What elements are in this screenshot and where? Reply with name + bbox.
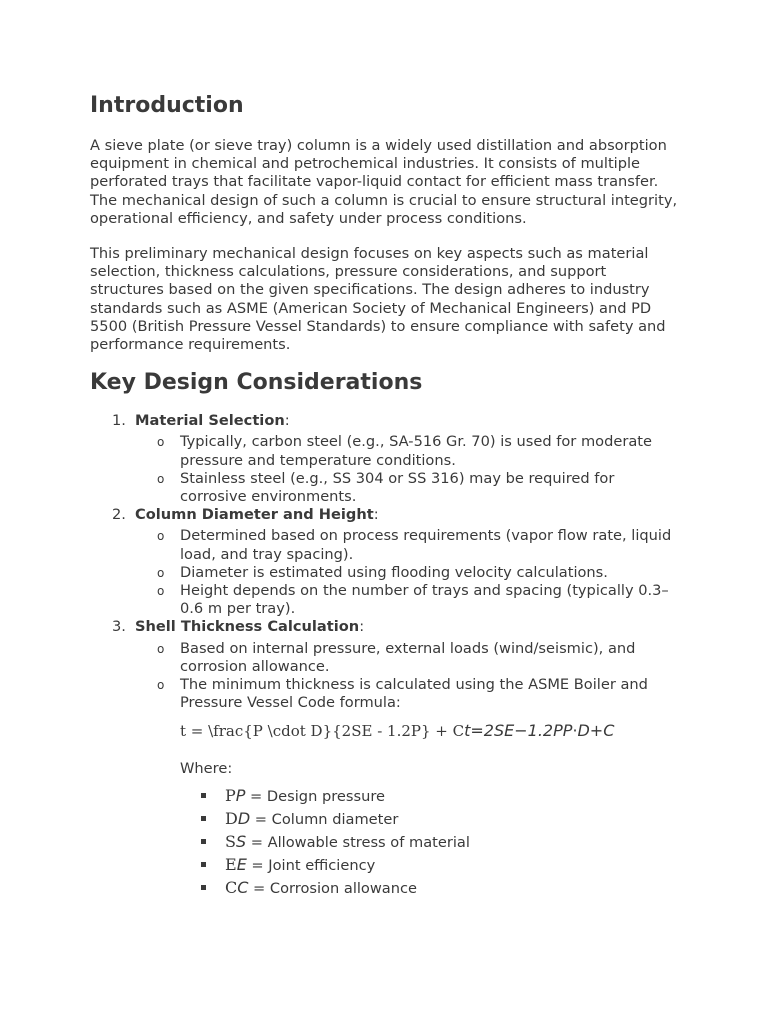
var-symbol-italic: C [237,877,249,897]
formula-rendered: t=2SE−1.2PP⋅D+C [464,721,615,741]
bullet-text: Stainless steel (e.g., SS 304 or SS 316) may be required for corrosive environments. [180,469,615,506]
bullet-text: Typically, carbon steel (e.g., SA-516 Gr. 70) is used for moderate pressure and temperature conditions. [180,433,652,469]
circle-bullet-icon: o [157,435,165,450]
list-number: 1. [112,412,126,430]
sub-list-item [135,640,678,676]
square-bullet-icon [201,793,206,798]
item-suffix: : [359,618,365,636]
var-symbol: E [225,854,237,874]
var-symbol-italic: E [236,854,247,874]
var-symbol-italic: S [235,831,247,851]
intro-heading: Introduction [90,93,244,118]
list-item-material-selection [90,412,678,506]
list-item-shell-thickness [90,618,678,899]
design-considerations-list [90,412,678,899]
var-desc: = Corrosion allowance [248,879,417,897]
sub-list-item [135,527,678,563]
circle-bullet-icon: o [157,678,165,693]
square-bullet-icon [201,862,206,867]
bullet-text: Based on internal pressure, external loads (wind/seismic), and corrosion allowance. [180,639,636,675]
variable-item [180,854,678,877]
list-number: 2. [112,506,126,524]
square-bullet-icon [201,816,206,821]
intro-paragraph-1: A sieve plate (or sieve tray) column is a widely used distillation and absorption equipment in chemical and petrochemical industries. It consists of multiple perforated trays that facilitate vapor-liquid contact for efficient mass transfer. The mechanical design of such a column is crucial to ensure structural integrity, operational efficiency, and safety under process conditions. [90,137,678,227]
variable-list [180,785,678,900]
item-title: Column Diameter and Height [135,506,374,524]
circle-bullet-icon: o [157,471,165,486]
variable-item [180,785,678,808]
sub-list-item [135,582,678,618]
var-symbol: P [225,785,236,805]
sub-list-item [135,564,678,582]
circle-bullet-icon: o [157,584,165,599]
bullet-text: Determined based on process requirements (vapor flow rate, liquid load, and tray spacing). [180,527,672,563]
sub-list-item [135,470,678,506]
thickness-formula [180,720,678,742]
circle-bullet-icon: o [157,529,165,544]
bullet-text: Diameter is estimated using flooding velocity calculations. [180,563,608,581]
sub-list [135,640,678,900]
square-bullet-icon [201,885,206,890]
formula-raw: t = \frac{P \cdot D}{2SE - 1.2P} + C [180,722,465,741]
item-title: Material Selection [135,412,285,430]
bullet-text: The minimum thickness is calculated using the ASME Boiler and Pressure Vessel Code formula: [180,676,648,712]
variable-item [180,808,678,831]
var-desc: = Design pressure [245,787,385,805]
var-desc: = Joint efficiency [246,856,376,874]
sub-list [135,433,678,506]
key-design-heading: Key Design Considerations [90,370,423,396]
var-symbol: D [225,808,238,828]
square-bullet-icon [201,839,206,844]
circle-bullet-icon: o [157,565,165,580]
var-desc: = Allowable stress of material [246,833,470,851]
var-symbol: S [225,831,236,851]
sub-list-item [135,676,678,900]
variable-item [180,831,678,854]
var-desc: = Column diameter [250,810,399,828]
var-symbol-italic: D [237,808,251,828]
item-suffix: : [284,412,290,430]
where-label: Where: [180,760,233,778]
var-symbol-italic: P [235,785,246,805]
item-title: Shell Thickness Calculation [135,618,360,636]
item-suffix: : [373,506,379,524]
sub-list [135,527,678,618]
var-symbol: C [225,877,238,897]
intro-paragraph-2: This preliminary mechanical design focuses on key aspects such as material selection, thickness calculations, pressure considerations, and support structures based on the given specifications. The design adheres to industry standards such as ASME (American Society of Mechanical Engineers) and PD 5500 (British Pressure Vessel Standards) to ensure compliance with safety and performance requirements. [90,245,666,354]
list-item-column-diameter [90,506,678,618]
circle-bullet-icon: o [157,641,165,656]
list-number: 3. [112,618,126,636]
bullet-text: Height depends on the number of trays and spacing (typically 0.3–0.6 m per tray). [180,582,669,618]
variable-item [180,877,678,900]
sub-list-item [135,433,678,469]
